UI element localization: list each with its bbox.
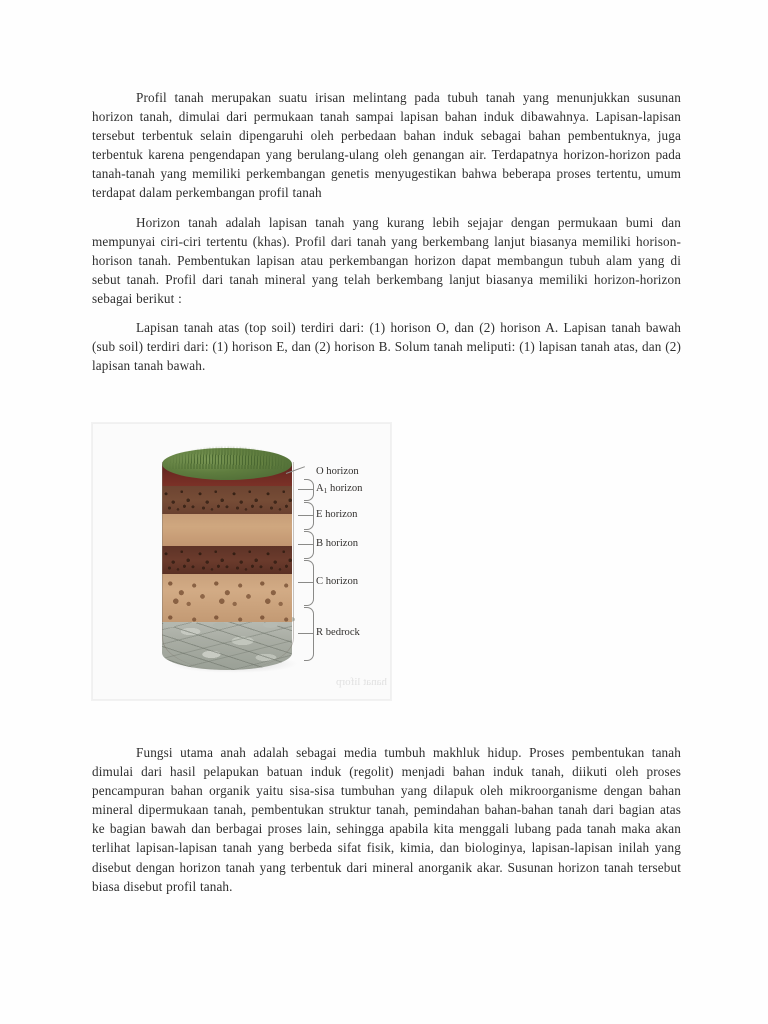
c-horizon-brace	[304, 560, 314, 606]
horizon-label-group	[298, 457, 390, 669]
a1-horizon-label-subscript: 1	[323, 486, 328, 495]
document-text-body-lower	[92, 743, 681, 896]
a1-horizon-label-text: horizon	[327, 483, 363, 494]
paragraph-3: Lapisan tanah atas (top soil) terdiri dari: (1) horison O, dan (2) horison A. Lapisan tanah bawah (sub soil) terdiri dari: (1) horison E, dan (2) horison B. Solum tanah meliputi: (1) lapisan tanah atas, dan (2) lapisan tanah bawah.	[92, 320, 681, 374]
e-horizon-brace	[304, 502, 314, 530]
figure-canvas	[92, 423, 391, 700]
e-horizon-tick	[298, 515, 313, 516]
soil-column	[162, 448, 292, 670]
r-bedrock-brace	[304, 607, 314, 661]
grass-blades	[162, 439, 292, 469]
r-bedrock-label: R bedrock	[316, 627, 360, 638]
scan-bleedthrough-text: hanat liforp	[335, 676, 387, 688]
a1-horizon-label-letter: A	[316, 483, 324, 494]
c-horizon-tick	[298, 582, 313, 583]
a1-horizon-tick	[298, 489, 313, 490]
grass-surface	[162, 448, 292, 480]
e-horizon-label: E horizon	[316, 509, 358, 520]
b-horizon-label: B horizon	[316, 538, 359, 549]
o-horizon-label: O horizon	[316, 466, 359, 477]
document-text-body	[92, 88, 681, 375]
paragraph-1: Profil tanah merupakan suatu irisan melintang pada tubuh tanah yang menunjukkan susunan horizon tanah, dimulai dari permukaan tanah sampai lapisan bahan induk dibawahnya. Lapisan-lapisan tersebut terbentuk selain dipengaruhi oleh perbedaan bahan induk sebagai bahan pembentuknya, juga terbentuk karena pengendapan yang berulang-ulang oleh genangan air. Terdapatnya horizon-horizon pada tanah-tanah yang memiliki perkembangan genetis menyugestikan bahwa beberapa proses tertentu, umum terdapat dalam perkembangan profil tanah	[92, 90, 681, 201]
r-bedrock-tick	[298, 633, 313, 634]
a1-horizon-brace	[304, 479, 314, 501]
b-horizon-brace	[304, 531, 314, 559]
c-horizon-layer	[162, 574, 292, 622]
soil-profile-figure	[92, 423, 391, 700]
paragraph-2: Horizon tanah adalah lapisan tanah yang kurang lebih sejajar dengan permukaan bumi dan mempunyai ciri-ciri tertentu (khas). Profil dari tanah yang berkembang lanjut biasanya memiliki horison-horison tanah. Pembentukan lapisan atau perkembangan horizon dapat membangun tubuh alam yang di sebut tanah. Profil dari tanah mineral yang telah berkembang lanjut biasanya memiliki horizon-horizon sebagai berikut :	[92, 214, 681, 306]
c-horizon-label: C horizon	[316, 576, 359, 587]
a1-horizon-label	[316, 484, 362, 495]
paragraph-4: Fungsi utama anah adalah sebagai media tumbuh makhluk hidup. Proses pembentukan tanah dimulai dari hasil pelapukan batuan induk (regolit) menjadi bahan induk tanah, diikuti oleh proses pencampuran bahan organik yaitu sisa-sisa tumbuhan yang dilapuk oleh mikroorganisme dengan bahan mineral dipermukaan tanah, pembentukan struktur tanah, pemindahan bahan-bahan tanah dari bagian atas ke bagian bawah dan berbagai proses lain, sehingga apabila kita menggali lubang pada tanah maka akan terlihat lapisan-lapisan tanah yang berbeda sifat fisik, kimia, dan biologinya, lapisan-lapisan inilah yang disebut dengan horizon tanah yang terbentuk dari mineral anorganik akar. Susunan horizon tanah tersebut biasa disebut profil tanah.	[92, 745, 681, 894]
e-horizon-layer	[162, 514, 292, 546]
a1-horizon-layer	[162, 486, 292, 514]
b-horizon-layer	[162, 546, 292, 574]
b-horizon-tick	[298, 544, 313, 545]
